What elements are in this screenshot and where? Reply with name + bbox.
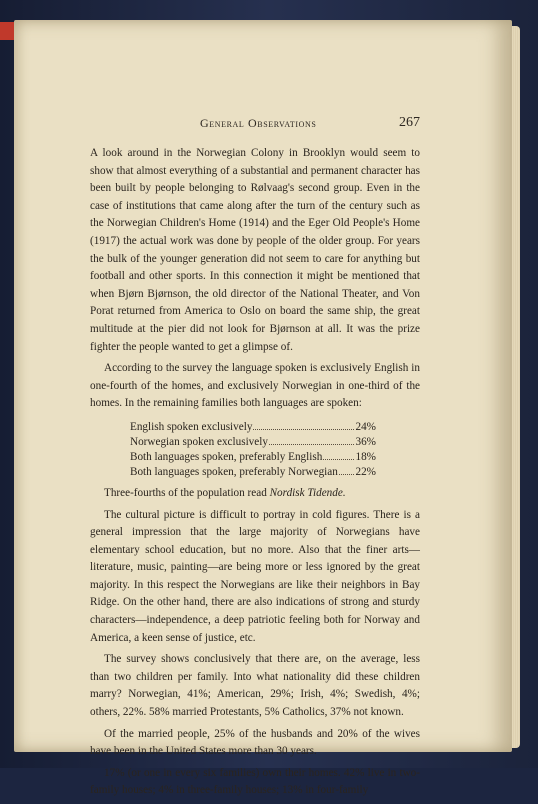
newspaper-title: Nordisk Tidende. xyxy=(269,486,346,499)
language-row xyxy=(130,449,376,464)
page-number: 267 xyxy=(399,115,420,130)
paragraph-7: 17% (or one in every six families) own their homes. 42% live in two-family houses; 4% in three-family houses; 13% in four-family xyxy=(90,766,420,797)
language-row xyxy=(130,434,376,449)
language-row xyxy=(130,464,376,479)
language-percent: 36% xyxy=(355,435,376,448)
paragraph-5: The survey shows conclusively that there are, on the average, less than two children per family. Into what nationality did these children marry? Norwegian, 41%; American, 29%; Irish, 4%; Swedish, 4%; others, 22%. 58% married Protestants, 5% Catholics, 37% not known. xyxy=(90,653,420,719)
dot-leader xyxy=(253,429,354,430)
body-text xyxy=(90,145,420,804)
paragraph-3 xyxy=(90,485,420,503)
language-percent: 24% xyxy=(355,420,376,433)
language-label: Both languages spoken, preferably English xyxy=(130,450,323,463)
language-table xyxy=(130,419,376,479)
language-percent: 18% xyxy=(355,450,376,463)
language-row xyxy=(130,419,376,434)
paragraph-6: Of the married people, 25% of the husbands and 20% of the wives have been in the United States more than 30 years. xyxy=(90,727,420,758)
language-label: Both languages spoken, preferably Norwegian xyxy=(130,465,338,478)
paragraph-2: According to the survey the language spoken is exclusively English in one-fourth of the homes, and exclusively Norwegian in one-third of the homes. In the remaining families both languages are spoken: xyxy=(90,362,420,410)
dot-leader xyxy=(339,474,355,475)
paragraph-4: The cultural picture is difficult to portray in cold figures. There is a general impression that the large majority of Norwegians have elementary school education, but no more. Also that the finer arts—literature, music, painting—are being more or less ignored by the great majority. In this respect the Norwegians are like their neighbors in Bay Ridge. On the other hand, there are also indications of strong and sturdy characters—independence, a deep patriotic feeling both for Norway and America, a keen sense of justice, etc. xyxy=(90,508,420,644)
language-percent: 22% xyxy=(355,465,376,478)
dot-leader xyxy=(323,459,354,460)
running-head xyxy=(90,115,420,135)
running-head-title: General Observations xyxy=(200,116,317,130)
paragraph-3-text: Three-fourths of the population read xyxy=(104,486,267,499)
dot-leader xyxy=(269,444,355,445)
language-label: Norwegian spoken exclusively xyxy=(130,435,268,448)
language-label: English spoken exclusively xyxy=(130,420,253,433)
paragraph-1: A look around in the Norwegian Colony in Brooklyn would seem to show that almost everything of a substantial and permanent character has been built by people belonging to Rølvaag's second group. Even in the case of institutions that came along after the turn of the century such as the Norwegian Children's Home (1914) and the Eger Old People's Home (1917) the actual work was done by people of the older group. For years the bulk of the younger generation did not seem to care for anything but football and other sports. In this connection it might be mentioned that when Bjørn Bjørnson, the old director of the National Theater, and Von Porat returned from America to Oslo on board the same ship, the great multitude at the pier did not look for Bjørnson at all. It was the prize fighter the people wanted to get a glimpse of. xyxy=(90,147,420,353)
